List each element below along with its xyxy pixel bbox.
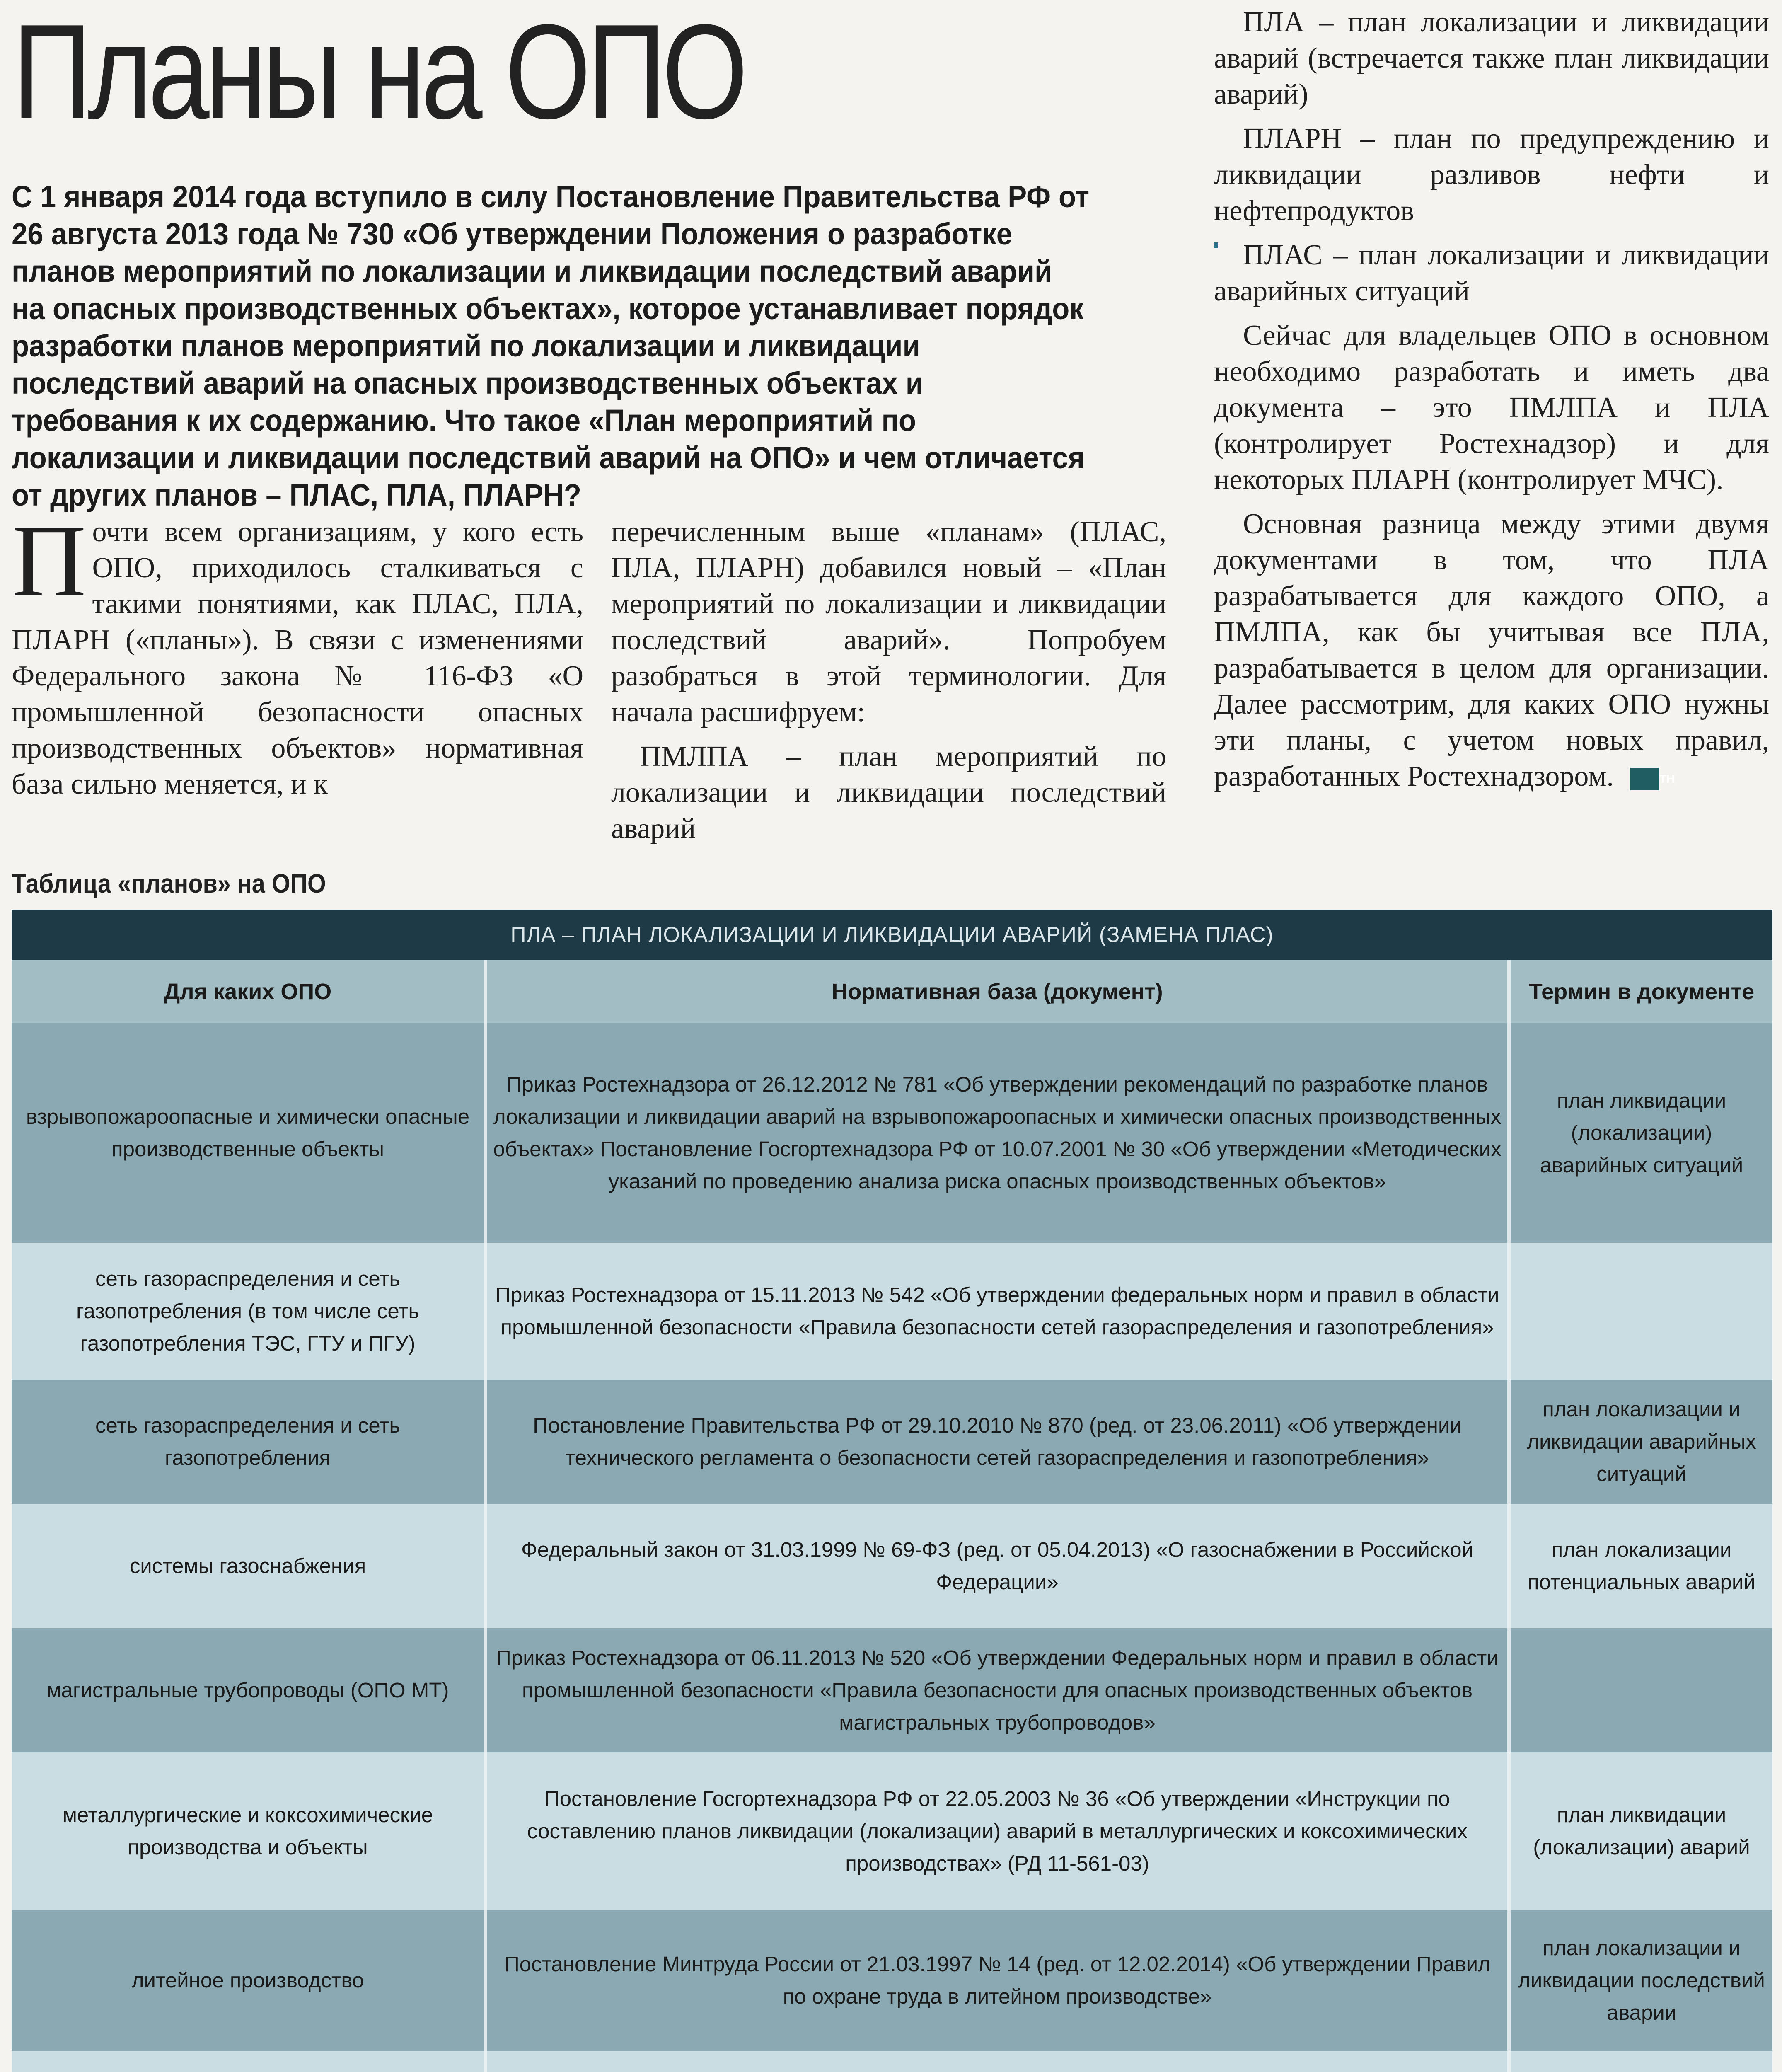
bullet-mark xyxy=(1214,242,1218,248)
body-column-3 xyxy=(1214,4,1769,794)
paragraph: Сейчас для владельцев ОПО в основном необходимо разработать и иметь два документа – это ПМЛПА и ПЛА (контролирует Ростехнадзор) и для некоторых ПЛАРН (контролирует МЧС). xyxy=(1214,320,1769,496)
cell-document: Постановление Минтруда России от 21.03.1997 № 14 (ред. от 12.02.2014) «Об утверждении Правил по охране труда в литейном производстве» xyxy=(504,1952,1490,2008)
cell-opo: взрывопожароопасные и химически опасные производственные объекты xyxy=(26,1105,470,1161)
cell-document: Постановление Госгортехнадзора РФ от 22.05.2003 № 36 «Об утверждении «Инструкции по составлению планов ликвидации (локализации) аварий в металлургических и коксохимических производствах» (РД 11-561-03) xyxy=(527,1787,1468,1875)
body-column-2 xyxy=(611,514,1166,847)
cell-document: Приказ Ростехнадзора от 15.11.2013 № 542 «Об утверждении федеральных норм и правил в области промышленной безопасности «Правила безопасности сетей газораспределения и газопотребления» xyxy=(495,1283,1499,1339)
cell-opo: литейное производство xyxy=(131,1968,364,1992)
table-band-title: ПЛА – ПЛАН ЛОКАЛИЗАЦИИ И ЛИКВИДАЦИИ АВАРИЙ (ЗАМЕНА ПЛАС) xyxy=(12,910,1772,960)
cell-opo: металлургические и коксохимические производства и объекты xyxy=(62,1803,433,1859)
article-lead: С 1 января 2014 года вступило в силу Постановление Правительства РФ от 26 августа 2013 года № 730 «Об утверждении Положения о разработке планов мероприятий по локализации и ликвидации последствий аварий на опасных производственных объектах», которое устанавливает порядок разработки планов мероприятий по локализации и ликвидации последствий аварий на опасных производственных объектах и требования к их содержанию. Что такое «План мероприятий по локализации и ликвидации последствий аварий на ОПО» и чем отличается от других планов – ПЛАС, ПЛА, ПЛАРН? xyxy=(12,179,1090,512)
cell-term: план локализации потенциальных аварий xyxy=(1528,1538,1755,1594)
paragraph xyxy=(12,503,583,802)
body-column-1 xyxy=(12,503,583,802)
cell-term: план ликвидации (локализации) аварий xyxy=(1533,1803,1750,1859)
cell-opo xyxy=(12,2051,484,2072)
cell-opo: сеть газораспределения и сеть газопотребления (в том числе сеть газопотребления ТЭС, ГТУ и ПГУ) xyxy=(76,1267,419,1355)
cell-document xyxy=(487,2051,1507,2072)
article-title: Планы на ОПО xyxy=(12,0,744,147)
paragraph: ПЛА – план локализации и ликвидации аварий (встречается также план ликвидации аварий) xyxy=(1214,6,1769,110)
cell-opo: магистральные трубопроводы (ОПО МТ) xyxy=(46,1678,449,1702)
end-of-article-badge: ТН xyxy=(1630,768,1659,790)
drop-cap: П xyxy=(12,503,87,618)
cell-document: Федеральный закон от 31.03.1999 № 69-ФЗ (ред. от 05.04.2013) «О газоснабжении в Российской Федерации» xyxy=(521,1538,1474,1594)
paragraph: ПЛАС – план локализации и ликвидации аварийных ситуаций xyxy=(1214,239,1769,307)
paragraph xyxy=(1214,506,1769,794)
cell-document: Приказ Ростехнадзора от 26.12.2012 № 781 «Об утверждении рекомендаций по разработке планов локализации и ликвидации аварий на взрывопожароопасных и химически опасных производственных объектах» Постановление Госгортехнадзора РФ от 10.07.2001 № 30 «Об утверждении «Методических указаний по проведению анализа риска опасных производственных объектов» xyxy=(493,1072,1502,1193)
table-caption: Таблица «планов» на ОПО xyxy=(12,869,326,898)
header-cell-document: Нормативная база (документ) xyxy=(832,979,1163,1004)
column-divider xyxy=(1507,960,1511,2072)
cell-term xyxy=(1511,1243,1772,1380)
cell-term: план локализации и ликвидации последствий аварии xyxy=(1518,1936,1765,2024)
cell-term: план ликвидации (локализации) аварийных ситуаций xyxy=(1540,1089,1743,1177)
column-divider xyxy=(484,960,487,2072)
header-cell-opo: Для каких ОПО xyxy=(164,979,332,1004)
paragraph: ПМЛПА – план мероприятий по локализации и ликвидации последствий аварий xyxy=(611,741,1166,845)
cell-opo: сеть газораспределения и сеть газопотребления xyxy=(95,1414,400,1469)
cell-document: Постановление Правительства РФ от 29.10.2010 № 870 (ред. от 23.06.2011) «Об утверждении технического регламента о безопасности сетей газораспределения и газопотребления» xyxy=(533,1414,1462,1469)
paragraph-text: Основная разница между этими двумя документами в том, что ПЛА разрабатывается для каждого ОПО, а ПМЛПА, как бы учитывая все ПЛА, разрабатывается в целом для организации. Далее рассмотрим, для каких ОПО нужны эти планы, с учетом новых правил, разработанных Ростехнадзором. xyxy=(1214,508,1769,792)
plans-table xyxy=(12,910,1772,2072)
cell-term xyxy=(1511,1628,1772,1752)
cell-term: план локализации и ликвидации аварийных ситуаций xyxy=(1527,1397,1756,1486)
cell-opo: системы газоснабжения xyxy=(129,1554,366,1578)
cell-document: Приказ Ростехнадзора от 06.11.2013 № 520 «Об утверждении Федеральных норм и правил в области промышленной безопасности «Правила безопасности для опасных производственных объектов магистральных трубопроводов» xyxy=(496,1646,1499,1734)
header-cell-term: Термин в документе xyxy=(1528,979,1755,1004)
paragraph-text: очти всем организациям, у кого есть ОПО, приходилось сталкиваться с такими понятиями, как ПЛАС, ПЛА, ПЛАРН («планы»). В связи с изменениями Федерального закона № 116-ФЗ «О промышленной безопасности опасных производственных объектов» нормативная база сильно меняется, и к xyxy=(12,516,583,800)
paragraph: ПЛАРН – план по предупреждению и ликвидации разливов нефти и нефтепродуктов xyxy=(1214,123,1769,227)
paragraph: перечисленным выше «планам» (ПЛАС, ПЛА, ПЛАРН) добавился новый – «План мероприятий по локализации и ликвидации последствий аварий». Попробуем разобраться в этой терминологии. Для начала расшифруем: xyxy=(611,516,1166,728)
cell-term xyxy=(1511,2051,1772,2072)
